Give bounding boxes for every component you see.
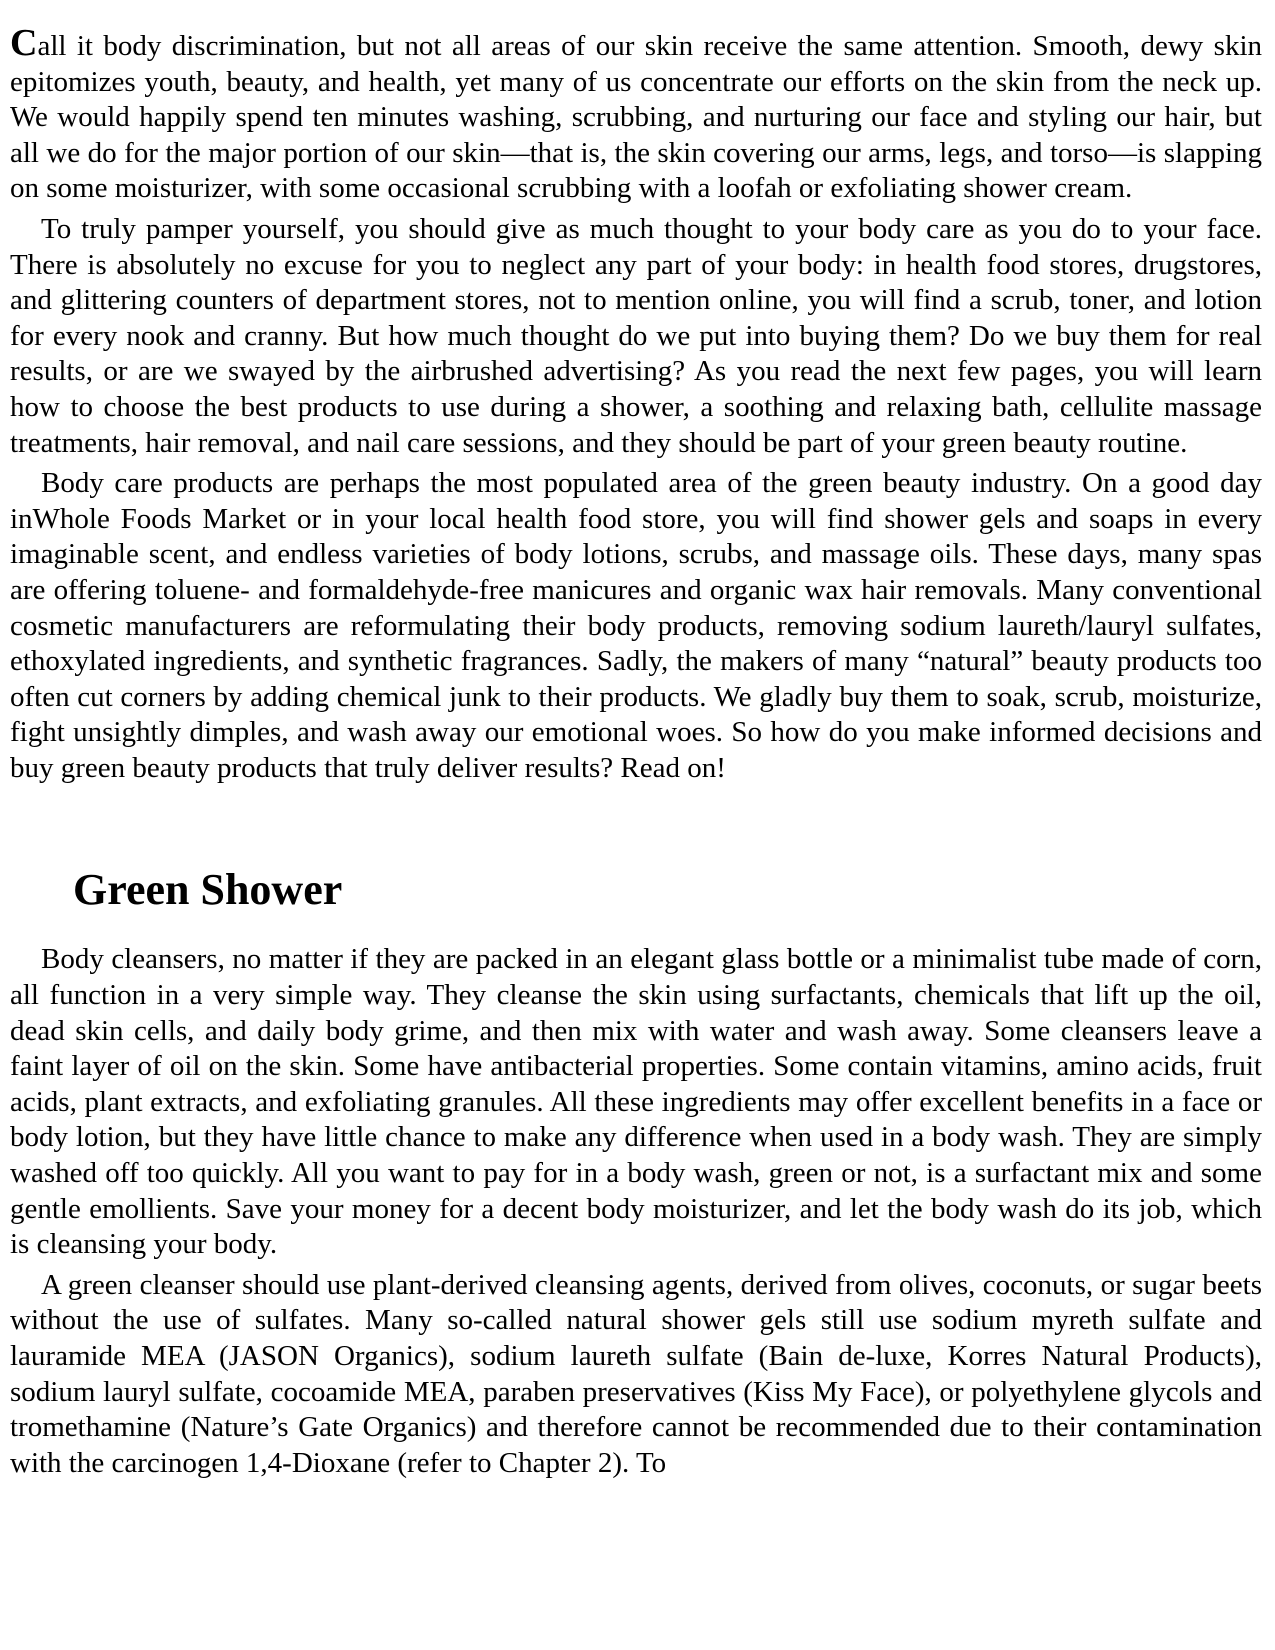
drop-cap: C <box>10 22 38 64</box>
intro-paragraph-2: To truly pamper yourself, you should give as much thought to your body care as you do to your face. There is absolutely no excuse for you to neglect any part of your body: in health food stores, drugstores, and glittering counters of department stores, not to mention online, you will find a scrub, toner, and lotion for every nook and cranny. But how much thought do we put into buying them? Do we buy them for real results, or are we swayed by the airbrushed advertising? As you read the next few pages, you will learn how to choose the best products to use during a shower, a soothing and relaxing bath, cellulite massage treatments, hair removal, and nail care sessions, and they should be part of your green beauty routine. <box>10 212 1262 459</box>
intro-paragraph-1 <box>10 22 1262 207</box>
section-paragraph-2: A green cleanser should use plant-derived cleansing agents, derived from olives, coconuts, or sugar beets without the use of sulfates. Many so-called natural shower gels still use sodium myreth sulfate and lauramide MEA (JASON Organics), sodium laureth sulfate (Bain de-luxe, Korres Natural Products), sodium lauryl sulfate, cocoamide MEA, paraben preservatives (Kiss My Face), or polyethylene glycols and tromethamine (Nature’s Gate Organics) and therefore cannot be recommended due to their contamination with the carcinogen 1,4-Dioxane (refer to Chapter 2). To <box>10 1268 1262 1479</box>
intro-paragraph-3: Body care products are perhaps the most populated area of the green beauty industry. On a good day inWhole Foods Market or in your local health food store, you will find shower gels and soaps in every imaginable scent, and endless varieties of body lotions, scrubs, and massage oils. These days, many spas are offering toluene- and formaldehyde-free manicures and organic wax hair removals. Many conventional cosmetic manufacturers are reformulating their body products, removing sodium laureth/lauryl sulfates, ethoxylated ingredients, and synthetic fragrances. Sadly, the makers of many “natural” beauty products too often cut corners by adding chemical junk to their products. We gladly buy them to soak, scrub, moisturize, fight unsightly dimples, and wash away our emotional woes. So how do you make informed decisions and buy green beauty products that truly deliver results? Read on! <box>10 467 1262 784</box>
document-page <box>10 22 1262 1481</box>
section-paragraph-1: Body cleansers, no matter if they are packed in an elegant glass bottle or a minimalist tube made of corn, all function in a very simple way. They cleanse the skin using surfactants, chemicals that lift up the oil, dead skin cells, and daily body grime, and then mix with water and wash away. Some cleansers leave a faint layer of oil on the skin. Some have antibacterial properties. Some contain vitamins, amino acids, fruit acids, plant extracts, and exfoliating granules. All these ingredients may offer excellent benefits in a face or body lotion, but they have little chance to make any difference when used in a body wash. They are simply washed off too quickly. All you want to pay for in a body wash, green or not, is a surfactant mix and some gentle emollients. Save your money for a decent body moisturizer, and let the body wash do its job, which is cleansing your body. <box>10 943 1262 1261</box>
intro-paragraph-1-text: all it body discrimination, but not all areas of our skin receive the same attention. Smooth, dewy skin epitomizes youth, beauty, and health, yet many of us concentrate our efforts on the skin from the neck up. We would happily spend ten minutes washing, scrubbing, and nurturing our face and styling our hair, but all we do for the major portion of our skin—that is, the skin covering our arms, legs, and torso—is slapping on some moisturizer, with some occasional scrubbing with a loofah or exfoliating shower cream. <box>10 30 1262 205</box>
section-heading: Green Shower <box>73 865 343 915</box>
